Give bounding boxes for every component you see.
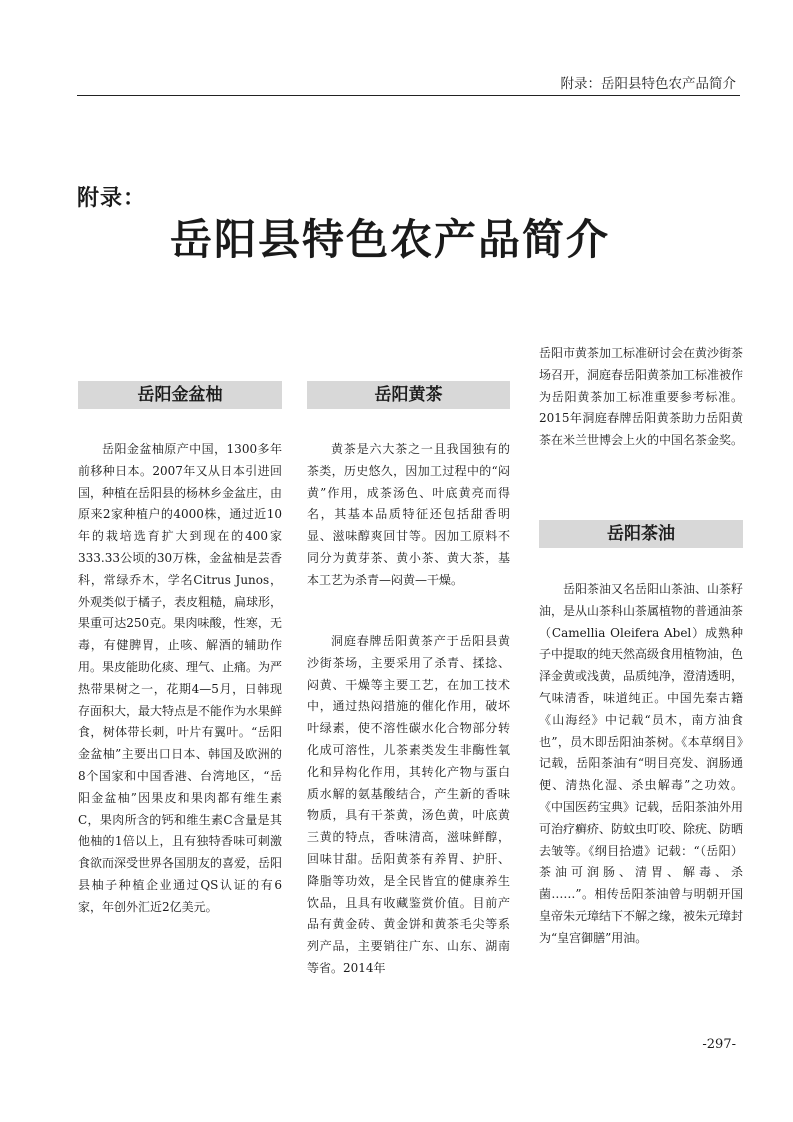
section-title-orange: 岳阳金盆柚 bbox=[78, 381, 282, 409]
orange-body: 岳阳金盆柚原产中国，1300多年前移种日本。2007年又从日本引进回国，种植在岳阳县的杨林乡金盆庄，由原来2家种植户的4000株，通过近10年的栽培选育扩大到现在的400家333.33公顷的30万株，金盆柚是芸香科，常绿乔木，学名Citrus Junos，外观类似于橘子，表皮粗糙，扁球形，果重可达250克。果肉味酸，性寒，无毒，有健脾胃，止咳、解酒的辅助作用。果皮能助化痰、理气、止痛。为严热带果树之一，花期4—5月，日韩现存面积大，最大特点是不能作为水果鲜食，树体带长刺，叶片有翼叶。“岳阳金盆柚”主要出口日本、韩国及欧洲的8个国家和中国香港、台湾地区，“岳阳金盆柚”因果皮和果肉都有维生素C，果肉所含的钙和维生素C含量是其他柚的1倍以上，且有独特香味可刺激食欲而深受世界各国朋友的喜爱，岳阳县柚子种植企业通过QS认证的有6家，年创外汇近2亿美元。 bbox=[78, 442, 283, 914]
running-header: 附录：岳阳县特色农产品简介 bbox=[560, 76, 736, 92]
section-title-tea-oil: 岳阳茶油 bbox=[539, 520, 743, 548]
yellow-tea-para-2: 洞庭春牌岳阳黄茶产于岳阳县黄沙街茶场，主要采用了杀青、揉捻、闷黄、干燥等主要工艺，在加工技术中，通过热闷措施的催化作用，破坏叶绿素，使不溶性碳水化合物部分转化成可溶性，儿茶素类发生非酶性氧化和异构化作用，其转化产物与蛋白质水解的氨基酸结合，产生新的香味物质，具有干茶黄，汤色黄，叶底黄三黄的特点，香味清高，滋味鲜醇，回味甘甜。岳阳黄茶有养胃、护肝、降脂等功效，是全民皆宜的健康养生饮品，且具有收藏鉴赏价值。目前产品有黄金砖、黄金饼和黄茶毛尖等系列产品，主要销往广东、山东、湖南等省。2014年 bbox=[307, 634, 510, 975]
appendix-label: 附录： bbox=[77, 186, 147, 211]
tea-oil-body: 岳阳茶油又名岳阳山茶油、山茶籽油，是从山茶科山茶属植物的普通油茶（Camellia Oleifera Abel）成熟种子中提取的纯天然高级食用植物油，色泽金黄或浅黄，品质纯净，澄清透明，气味清香，味道纯正。中国先秦古籍《山海经》中记载“员木，南方油食也”，员木即岳阳油茶树。《本草纲目》记载，岳阳茶油有“明目亮发、润肠通便、清热化湿、杀虫解毒”之功效。《中国医药宝典》记载，岳阳茶油外用可治疗癣疥、防蚊虫叮咬、除疣、防晒去皱等。《纲目拾遗》记载：“（岳阳）茶油可润肠、清胃、解毒、杀菌……”。相传岳阳茶油曾与明朝开国皇帝朱元璋结下不解之缘，被朱元璋封为“皇宫御膳”用油。 bbox=[539, 582, 744, 945]
header-rule bbox=[77, 95, 740, 96]
page-title: 岳阳县特色农产品简介 bbox=[170, 215, 611, 264]
yellow-tea-continued: 岳阳市黄茶加工标准研讨会在黄沙街茶场召开，洞庭春岳阳黄茶加工标准被作为岳阳黄茶加工标准重要参考标准。2015年洞庭春牌岳阳黄茶助力岳阳黄茶在米兰世博会上火的中国名茶金奖。 bbox=[539, 346, 744, 448]
yellow-tea-para-1: 黄茶是六大茶之一且我国独有的茶类，历史悠久，因加工过程中的“闷黄”作用，成茶汤色、叶底黄亮而得名，其基本品质特征还包括甜香明显、滋味醇爽回甘等。因加工原料不同分为黄芽茶、黄小茶、黄大茶，基本工艺为杀青—闷黄—干燥。 bbox=[307, 442, 510, 587]
page-number: -297- bbox=[702, 1037, 736, 1052]
section-title-yellow-tea: 岳阳黄茶 bbox=[307, 381, 510, 409]
